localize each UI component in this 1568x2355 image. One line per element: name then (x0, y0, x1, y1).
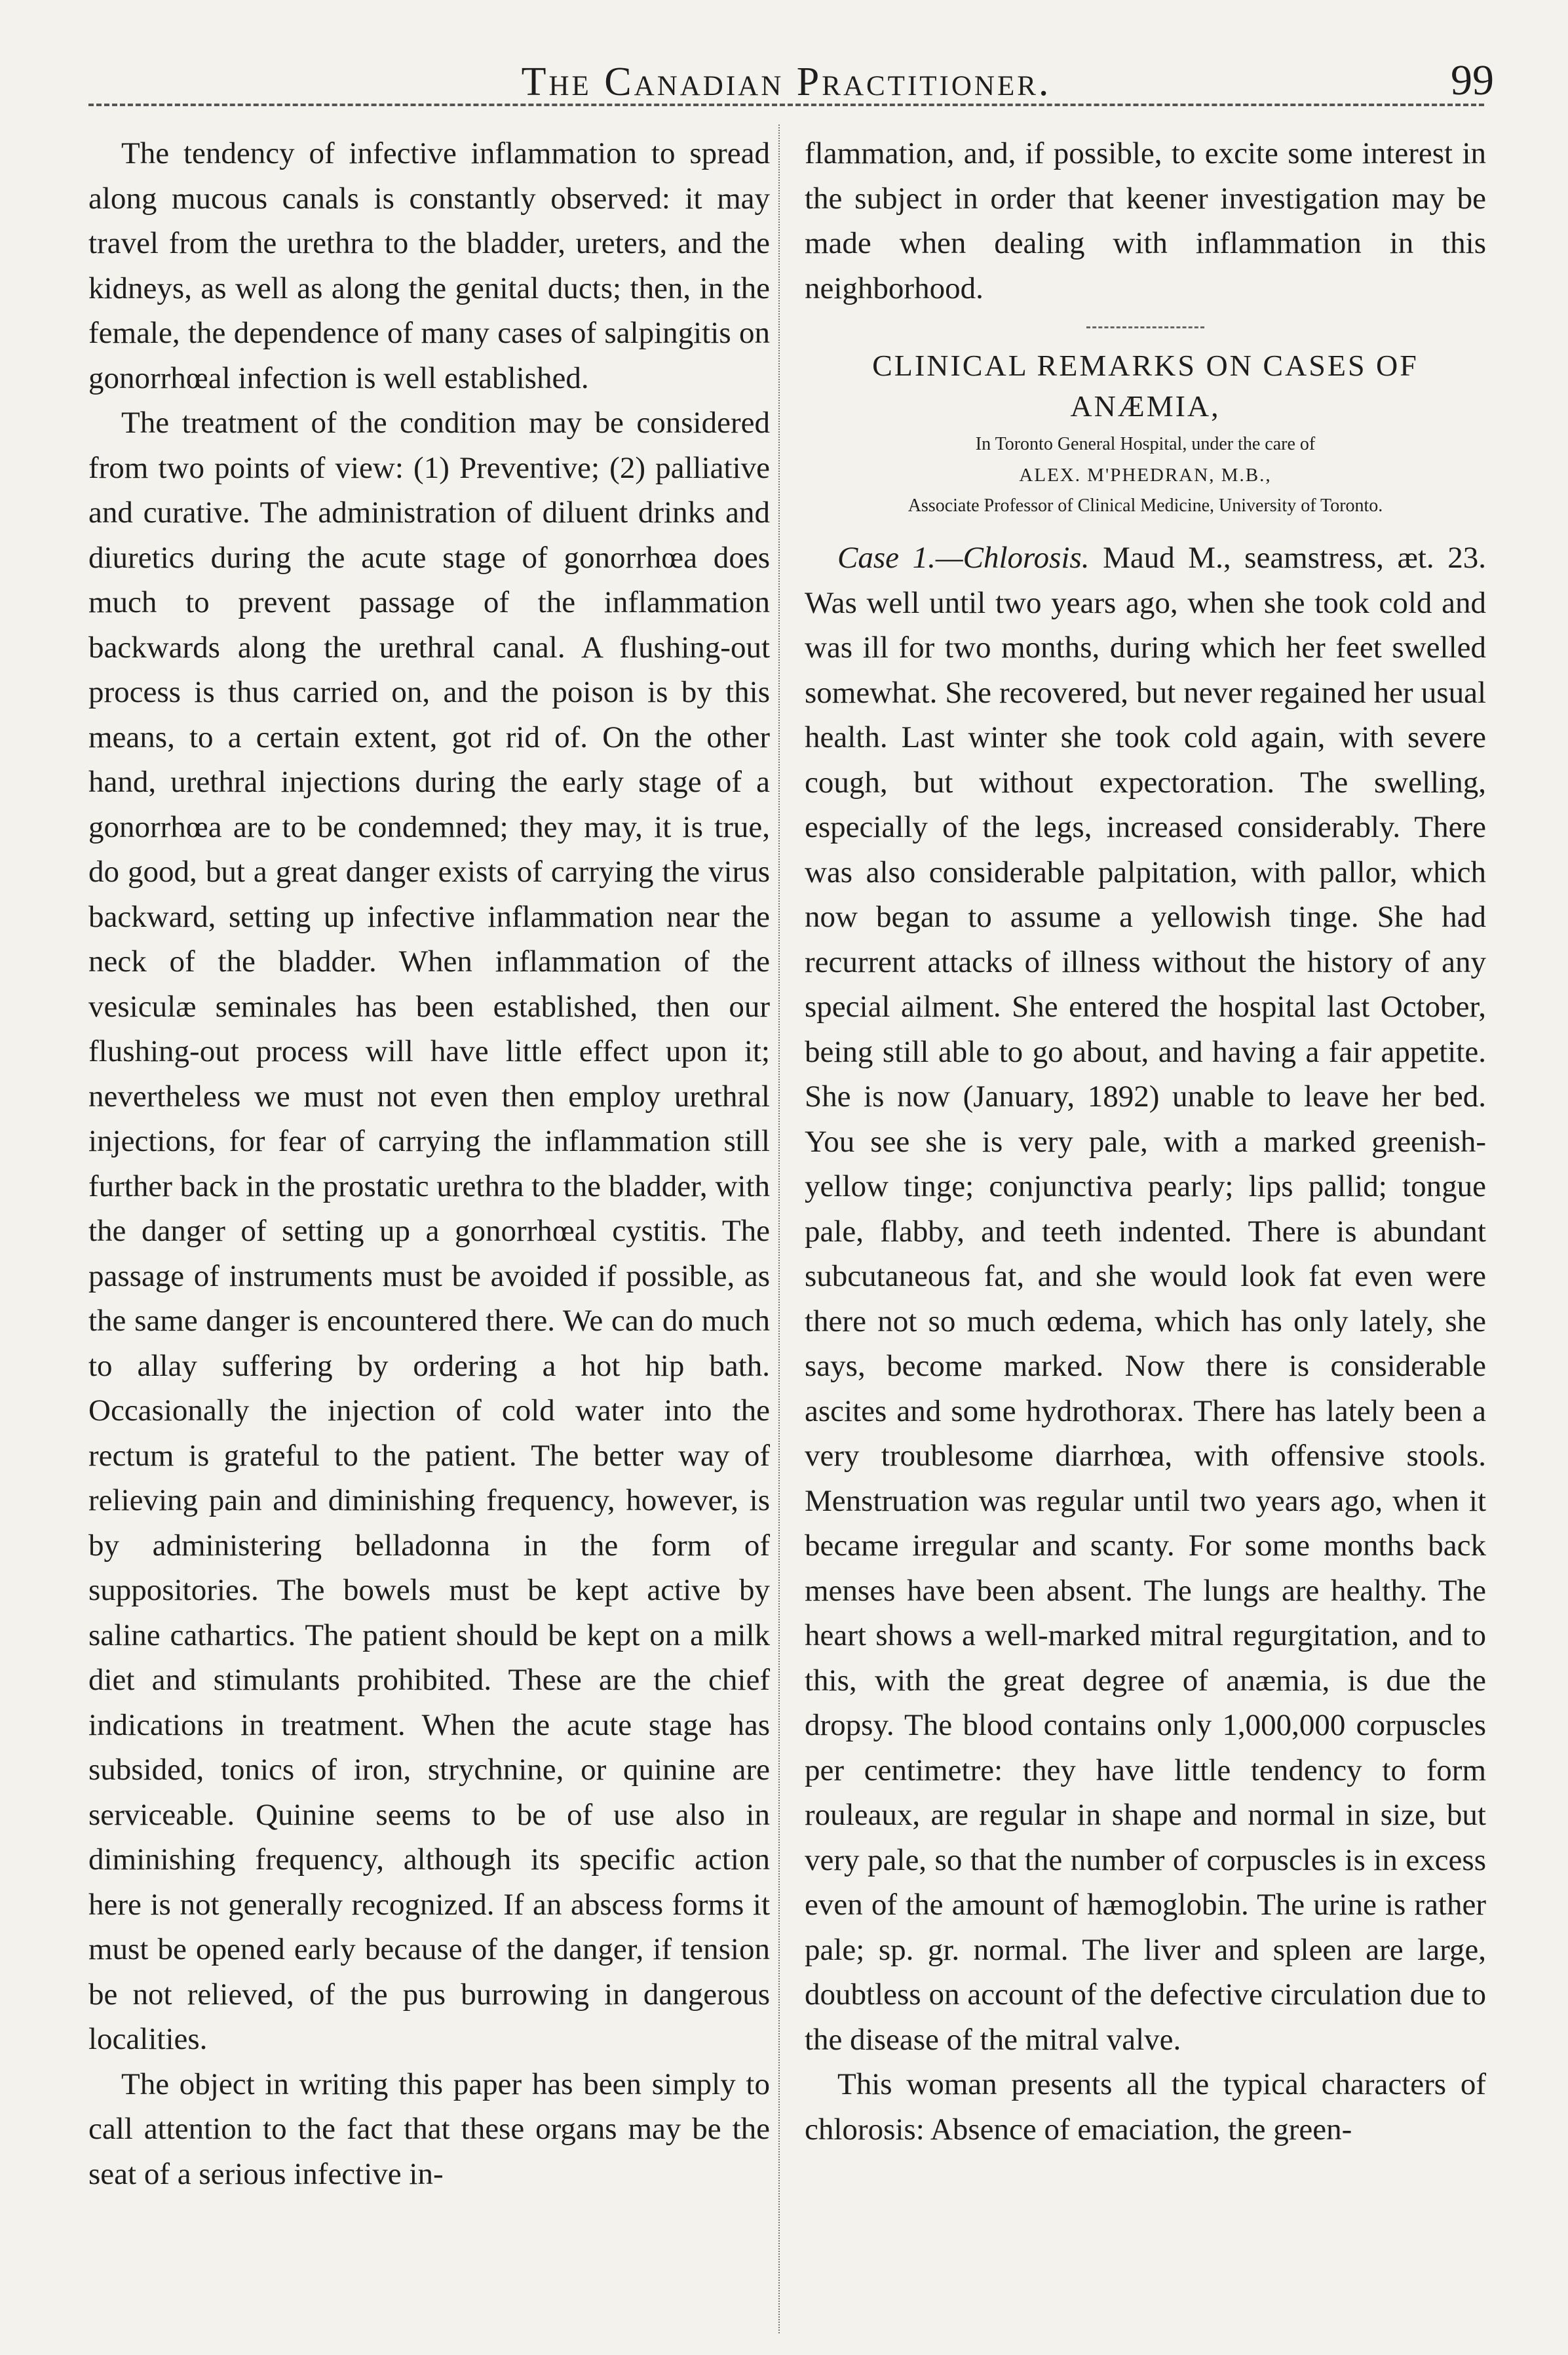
paragraph-object-of-paper: The object in writing this paper has been simply to call attention to the fact that these organs may be the seat of a serious infective in- (88, 2067, 770, 2191)
running-title: The Canadian Practitioner. (521, 60, 1052, 104)
section-divider (1086, 326, 1204, 328)
article-byline: In Toronto General Hospital, under the care of (975, 434, 1316, 454)
header-rule (88, 104, 1484, 106)
case-label: Case 1.—Chlorosis. (837, 541, 1090, 575)
article-author: ALEX. M'PHEDRAN, M.B., (1019, 465, 1272, 486)
paragraph-infective-spread: The tendency of infective inflammation to spread along mucous canals is constantly observed: it may travel from the urethra to the bladder, ureters, and the kidneys, as well as along the genital ducts; then, in the female, the dependence of many cases of salpingitis on gonorrhœal infection is well established. (88, 136, 770, 395)
paragraph-case-1 (805, 535, 1486, 2062)
right-column (805, 131, 1486, 2152)
left-column (88, 131, 770, 2196)
column-divider (778, 125, 780, 2333)
author-affiliation: Associate Professor of Clinical Medicine, University of Toronto. (908, 496, 1383, 516)
case-1-text: Maud M., seamstress, æt. 23. Was well until two years ago, when she took cold and was ill for two months, during which her feet swelled somewhat. She recovered, but never regained her usual health. Last winter she took cold again, with severe cough, but without expectoration. The swelling, especially of the legs, increased considerably. There was also considerable palpitation, with pallor, which now began to assume a yellowish tinge. She had recurrent attacks of illness without the history of any special ailment. She entered the hospital last October, being still able to go about, and having a fair appetite. She is now (January, 1892) unable to leave her bed. You see she is very pale, with a marked greenish-yellow tinge; conjunctiva pearly; lips pallid; tongue pale, flabby, and teeth indented. There is abundant subcutaneous fat, and she would look fat even were there not so much œdema, which has only lately, she says, become marked. Now there is considerable ascites and some hydrothorax. There has lately been a very troublesome diarrhœa, with offensive stools. Menstruation was regular until two years ago, when it became irregular and scanty. For some months back menses have been absent. The lungs are healthy. The heart shows a well-marked mitral regurgitation, and to this, with the great degree of anæmia, is due the dropsy. The blood contains only 1,000,000 corpuscles per centimetre: they have little tendency to form rouleaux, are regular in shape and normal in size, but very pale, so that the number of corpuscles is in excess even of the amount of hæmoglobin. The urine is rather pale; sp. gr. normal. The liver and spleen are large, doubtless on account of the defective circulation due to the disease of the mitral valve. (805, 541, 1486, 2057)
paragraph-continuation: flammation, and, if possible, to excite some interest in the subject in order that keener investigation may be made when dealing with inflammation in this neighborhood. (805, 136, 1486, 305)
article-title: CLINICAL REMARKS ON CASES OF ANÆMIA, (872, 349, 1419, 423)
paragraph-treatment: The treatment of the condition may be considered from two points of view: (1) Preventive; (2) palliative and curative. The administration of diluent drinks and diuretics during the acute stage of gonorrhœa does much to prevent passage of the inflammation backwards along the urethral canal. A flushing-out process is thus carried on, and the poison is by this means, to a certain extent, got rid of. On the other hand, urethral injections during the early stage of a gonorrhœa are to be condemned; they may, it is true, do good, but a great danger exists of carrying the virus backward, setting up infective inflammation near the neck of the bladder. When inflammation of the vesiculæ seminales has been established, then our flushing-out process will have little effect upon it; nevertheless we must not even then employ urethral injections, for fear of carrying the inflammation still further back in the prostatic urethra to the bladder, with the danger of setting up a gonorrhœal cystitis. The passage of instruments must be avoided if possible, as the same danger is encountered there. We can do much to allay suffering by ordering a hot hip bath. Occasionally the injection of cold water into the rectum is grateful to the patient. The better way of relieving pain and diminishing frequency, however, is by administering belladonna in the form of suppositories. The bowels must be kept active by saline cathartics. The patient should be kept on a milk diet and stimulants prohibited. These are the chief indications in treatment. When the acute stage has subsided, tonics of iron, strychnine, or quinine are serviceable. Quinine seems to be of use also in diminishing frequency, although its specific action here is not generally recognized. If an abscess forms it must be opened early because of the danger, if tension be not relieved, of the pus burrowing in dangerous localities. (88, 406, 770, 2056)
page-number: 99 (1451, 56, 1494, 104)
paragraph-closing: This woman presents all the typical characters of chlorosis: Absence of emaciation, the green- (805, 2067, 1486, 2147)
